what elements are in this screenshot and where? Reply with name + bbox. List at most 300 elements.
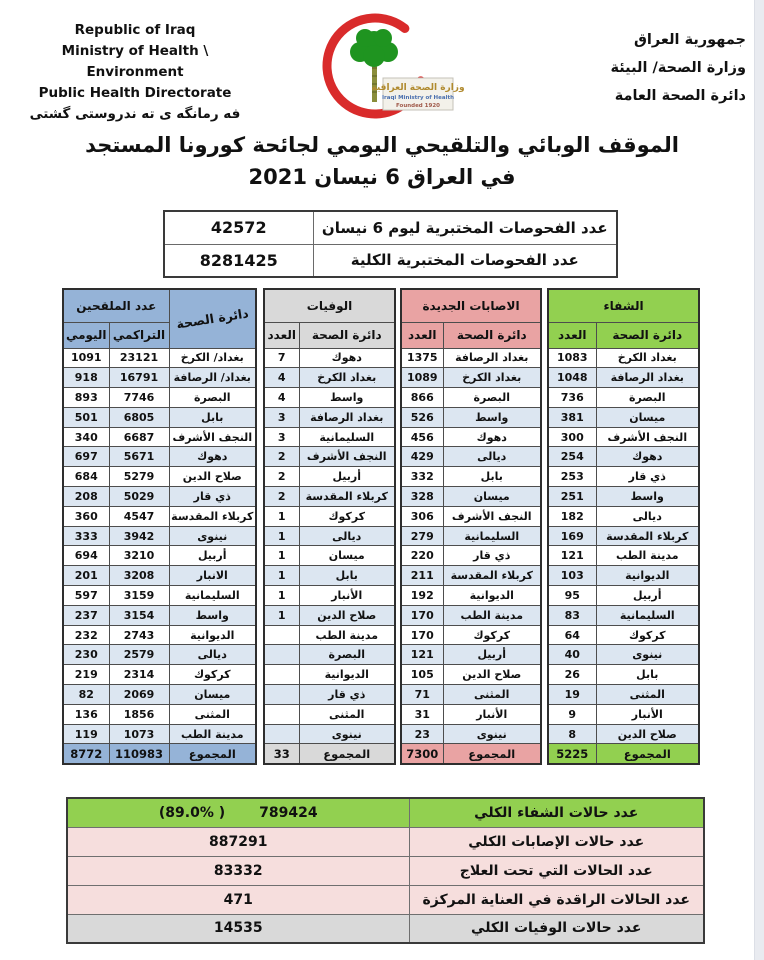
directorate-column-header-text: دائرة الصحة <box>175 305 250 332</box>
table-row <box>548 487 699 507</box>
table-row <box>63 685 256 705</box>
table-row <box>264 665 395 685</box>
value-cell: 1 <box>264 586 299 606</box>
province-name-cell: أربيل <box>596 586 699 606</box>
value-cell: 4 <box>264 388 299 408</box>
province-name-cell: دهوك <box>596 447 699 467</box>
province-name-cell: مدينة الطب <box>299 625 395 645</box>
value-cell: 170 <box>401 605 443 625</box>
total-label-cell: المجموع <box>596 744 699 764</box>
value-cell: 83 <box>548 605 596 625</box>
value-cell: 333 <box>63 526 109 546</box>
logo-plate-line-founded: Founded 1920 <box>396 103 440 109</box>
province-name-cell: السليمانية <box>596 605 699 625</box>
province-name-cell: بغداد/ الرصافة <box>169 368 256 388</box>
table-row <box>401 348 541 368</box>
value-cell: 1091 <box>63 348 109 368</box>
table-row <box>548 427 699 447</box>
value-cell: 208 <box>63 487 109 507</box>
province-name-cell: ميسان <box>596 407 699 427</box>
province-name-cell: الديوانية <box>169 625 256 645</box>
province-name-cell: الديوانية <box>299 665 395 685</box>
summary-value <box>67 798 409 827</box>
value-cell: 8 <box>548 724 596 744</box>
table-row <box>63 724 256 744</box>
table-row <box>264 724 395 744</box>
infections-table <box>400 288 542 765</box>
table-row <box>63 427 256 447</box>
province-name-cell: كركوك <box>169 665 256 685</box>
total-label-cell: المجموع <box>299 744 395 764</box>
value-cell: 1 <box>264 526 299 546</box>
value-cell: 64 <box>548 625 596 645</box>
province-name-cell: الأنبار <box>299 586 395 606</box>
table-row <box>264 605 395 625</box>
header-arabic-line: دائرة الصحة العامة <box>614 88 746 104</box>
value-cell: 1083 <box>548 348 596 368</box>
province-name-cell: أربيل <box>299 467 395 487</box>
vaccinated-table <box>62 288 257 765</box>
header-arabic-line: وزارة الصحة/ البيئة <box>610 60 746 76</box>
table-row <box>548 645 699 665</box>
table-row <box>548 526 699 546</box>
table-row <box>264 427 395 447</box>
province-name-cell: الأنبار <box>443 704 541 724</box>
total-label-cell: المجموع <box>443 744 541 764</box>
header-arabic-line: جمهورية العراق <box>633 32 746 48</box>
table-row <box>63 368 256 388</box>
province-name-cell: كربلاء المقدسة <box>299 487 395 507</box>
value-cell: 7746 <box>109 388 169 408</box>
province-name-cell: كربلاء المقدسة <box>443 566 541 586</box>
table-row <box>401 704 541 724</box>
table-row <box>63 645 256 665</box>
value-cell: 1 <box>264 605 299 625</box>
tests-value: 42572 <box>164 211 313 244</box>
province-name-cell: المثنى <box>169 704 256 724</box>
value-cell <box>264 724 299 744</box>
infections-table-wrap <box>400 288 542 765</box>
value-cell: 121 <box>401 645 443 665</box>
province-name-cell: واسط <box>443 407 541 427</box>
table-title: الشفاء <box>548 289 699 322</box>
table-row <box>401 724 541 744</box>
value-cell: 95 <box>548 586 596 606</box>
province-name-cell: المثنى <box>596 685 699 705</box>
summary-value: 887291 <box>67 827 409 856</box>
deaths-table <box>263 288 396 765</box>
value-cell: 3159 <box>109 586 169 606</box>
directorate-column-header: دائرة الصحة <box>299 322 395 348</box>
value-cell: 3942 <box>109 526 169 546</box>
table-row <box>63 526 256 546</box>
value-cell: 19 <box>548 685 596 705</box>
table-row <box>401 625 541 645</box>
report-title-line2: في العراق 6 نيسان 2021 <box>248 165 516 189</box>
province-name-cell: أربيل <box>443 645 541 665</box>
table-row <box>63 407 256 427</box>
value-cell: 918 <box>63 368 109 388</box>
summary-label: عدد حالات الشفاء الكلي <box>409 798 704 827</box>
table-row <box>264 526 395 546</box>
value-cell: 31 <box>401 704 443 724</box>
value-cell: 40 <box>548 645 596 665</box>
value-cell: 893 <box>63 388 109 408</box>
table-row <box>401 487 541 507</box>
table-row <box>548 625 699 645</box>
table-row <box>548 467 699 487</box>
value-cell: 237 <box>63 605 109 625</box>
province-name-cell: ذي قار <box>596 467 699 487</box>
table-row <box>63 467 256 487</box>
table-row <box>548 685 699 705</box>
total-row <box>548 744 699 764</box>
value-cell: 1073 <box>109 724 169 744</box>
province-name-cell: الديوانية <box>443 586 541 606</box>
table-row <box>67 885 704 914</box>
value-cell: 2743 <box>109 625 169 645</box>
province-name-cell: ديالى <box>596 506 699 526</box>
table-row <box>63 566 256 586</box>
value-cell: 332 <box>401 467 443 487</box>
table-row <box>264 447 395 467</box>
total-value-cell: 8772 <box>63 744 109 764</box>
table-row <box>401 506 541 526</box>
value-cell: 5029 <box>109 487 169 507</box>
table-row <box>548 368 699 388</box>
table-row <box>63 605 256 625</box>
total-row <box>63 744 256 764</box>
value-cell: 279 <box>401 526 443 546</box>
province-name-cell: صلاح الدين <box>443 665 541 685</box>
province-name-cell: مدينة الطب <box>596 546 699 566</box>
value-cell: 2314 <box>109 665 169 685</box>
table-row <box>548 348 699 368</box>
table-row <box>401 447 541 467</box>
count-column-header: العدد <box>264 322 299 348</box>
province-name-cell: نينوى <box>443 724 541 744</box>
value-cell: 201 <box>63 566 109 586</box>
province-name-cell: كربلاء المقدسة <box>169 506 256 526</box>
value-cell: 4547 <box>109 506 169 526</box>
value-cell: 23121 <box>109 348 169 368</box>
value-cell: 3210 <box>109 546 169 566</box>
province-name-cell: السليمانية <box>169 586 256 606</box>
table-row <box>264 388 395 408</box>
value-cell <box>264 704 299 724</box>
value-cell: 328 <box>401 487 443 507</box>
value-cell: 597 <box>63 586 109 606</box>
table-row <box>401 645 541 665</box>
table-row <box>548 665 699 685</box>
table-row <box>67 856 704 885</box>
province-name-cell: ديالى <box>443 447 541 467</box>
value-cell: 136 <box>63 704 109 724</box>
province-name-cell: صلاح الدين <box>169 467 256 487</box>
value-cell: 501 <box>63 407 109 427</box>
vaccinated-table-wrap <box>62 288 257 765</box>
province-name-cell: ذي قار <box>169 487 256 507</box>
value-cell: 71 <box>401 685 443 705</box>
table-row <box>67 798 704 827</box>
table-row <box>264 467 395 487</box>
value-cell: 2579 <box>109 645 169 665</box>
table-row <box>264 368 395 388</box>
count-column-header: العدد <box>401 322 443 348</box>
table-row <box>164 244 617 277</box>
province-name-cell: صلاح الدين <box>596 724 699 744</box>
value-cell: 230 <box>63 645 109 665</box>
province-name-cell: البصرة <box>596 388 699 408</box>
summary-label: عدد الحالات الراقدة في العناية المركزة <box>409 885 704 914</box>
table-row <box>63 447 256 467</box>
province-name-cell: الأنبار <box>596 704 699 724</box>
province-name-cell: ذي قار <box>299 685 395 705</box>
value-cell: 182 <box>548 506 596 526</box>
table-row <box>63 546 256 566</box>
value-cell: 192 <box>401 586 443 606</box>
table-row <box>164 211 617 244</box>
value-cell: 6687 <box>109 427 169 447</box>
table-row <box>401 388 541 408</box>
province-name-cell: بغداد الكرخ <box>596 348 699 368</box>
table-row <box>264 704 395 724</box>
table-row <box>264 566 395 586</box>
table-row <box>63 487 256 507</box>
header-english-line: Public Health Directorate <box>38 85 232 101</box>
deaths-table-wrap <box>263 288 396 765</box>
value-cell: 5671 <box>109 447 169 467</box>
value-cell: 2 <box>264 447 299 467</box>
province-name-cell: دهوك <box>169 447 256 467</box>
value-cell: 103 <box>548 566 596 586</box>
count-column-header: العدد <box>548 322 596 348</box>
province-name-cell: بابل <box>596 665 699 685</box>
table-row <box>548 546 699 566</box>
value-cell: 736 <box>548 388 596 408</box>
table-row <box>264 586 395 606</box>
table-row <box>401 685 541 705</box>
table-row <box>401 605 541 625</box>
value-cell: 3 <box>264 427 299 447</box>
recovery-table <box>547 288 700 765</box>
province-name-cell: نينوى <box>169 526 256 546</box>
province-name-cell: ميسان <box>299 546 395 566</box>
report-title-line1: الموقف الوبائي والتلقيحي اليومي لجائحة كورونا المستجد <box>85 133 679 157</box>
table-row <box>63 388 256 408</box>
value-cell: 105 <box>401 665 443 685</box>
table-row <box>548 388 699 408</box>
header-english <box>16 20 254 125</box>
table-row <box>63 586 256 606</box>
value-cell: 251 <box>548 487 596 507</box>
province-name-cell: ديالى <box>169 645 256 665</box>
value-cell: 1 <box>264 546 299 566</box>
table-row <box>67 914 704 943</box>
value-cell: 1048 <box>548 368 596 388</box>
province-name-cell: الانبار <box>169 566 256 586</box>
table-row <box>264 487 395 507</box>
total-row <box>264 744 395 764</box>
value-cell: 1 <box>264 566 299 586</box>
summary-label: عدد حالات الوفيات الكلي <box>409 914 704 943</box>
total-row <box>401 744 541 764</box>
ministry-logo <box>295 8 485 130</box>
tests-label: عدد الفحوصات المختبرية الكلية <box>313 244 617 277</box>
summary-label: عدد الحالات التي تحت العلاج <box>409 856 704 885</box>
summary-number: 789424 <box>259 804 318 821</box>
province-name-cell: المثنى <box>443 685 541 705</box>
header-kurdish-line: فه رمانگه ى ته ندروستى گشتى <box>29 106 241 122</box>
tests-table <box>163 210 618 278</box>
sub-column-header: التراكمي <box>109 322 169 348</box>
province-name-cell: بغداد الرصافة <box>596 368 699 388</box>
summary-value-group <box>68 805 409 821</box>
report-title <box>0 129 764 193</box>
summary-percent: (89.0% ) <box>158 804 226 821</box>
province-name-cell: السليمانية <box>443 526 541 546</box>
value-cell: 866 <box>401 388 443 408</box>
value-cell <box>264 665 299 685</box>
table-title: الاصابات الجديدة <box>401 289 541 322</box>
province-name-cell: بغداد/ الكرخ <box>169 348 256 368</box>
province-name-cell: ذي قار <box>443 546 541 566</box>
table-row <box>548 447 699 467</box>
province-name-cell: الديوانية <box>596 566 699 586</box>
value-cell: 306 <box>401 506 443 526</box>
table-row <box>63 506 256 526</box>
table-title: عدد الملقحين <box>63 289 169 322</box>
province-name-cell: مدينة الطب <box>443 605 541 625</box>
directorate-column-header: دائرة الصحة <box>443 322 541 348</box>
province-name-cell: بغداد الكرخ <box>443 368 541 388</box>
summary-table <box>66 797 705 944</box>
province-name-cell: المثنى <box>299 704 395 724</box>
logo-plate-line-en: Iraqi Ministry of Health <box>381 95 455 101</box>
value-cell: 3 <box>264 407 299 427</box>
table-row <box>264 685 395 705</box>
province-name-cell: كركوك <box>596 625 699 645</box>
province-name-cell: واسط <box>596 487 699 507</box>
value-cell: 2 <box>264 487 299 507</box>
table-row <box>63 625 256 645</box>
value-cell: 119 <box>63 724 109 744</box>
value-cell: 1089 <box>401 368 443 388</box>
province-name-cell: ميسان <box>169 685 256 705</box>
header-english-line: Ministry of Health \ Environment <box>61 43 209 80</box>
province-name-cell: صلاح الدين <box>299 605 395 625</box>
summary-value: 83332 <box>67 856 409 885</box>
value-cell: 300 <box>548 427 596 447</box>
province-name-cell: بابل <box>443 467 541 487</box>
value-cell: 381 <box>548 407 596 427</box>
table-row <box>401 546 541 566</box>
value-cell: 23 <box>401 724 443 744</box>
value-cell: 232 <box>63 625 109 645</box>
directorate-column-header: دائرة الصحة <box>596 322 699 348</box>
value-cell: 429 <box>401 447 443 467</box>
value-cell <box>264 685 299 705</box>
table-row <box>63 348 256 368</box>
table-title: الوفيات <box>264 289 395 322</box>
value-cell: 169 <box>548 526 596 546</box>
table-row <box>63 704 256 724</box>
value-cell: 1375 <box>401 348 443 368</box>
province-name-cell: أربيل <box>169 546 256 566</box>
province-name-cell: بغداد الرصافة <box>443 348 541 368</box>
table-row <box>401 526 541 546</box>
table-row <box>548 407 699 427</box>
value-cell: 684 <box>63 467 109 487</box>
province-name-cell: بابل <box>169 407 256 427</box>
value-cell: 7 <box>264 348 299 368</box>
value-cell: 3208 <box>109 566 169 586</box>
value-cell: 456 <box>401 427 443 447</box>
table-row <box>264 348 395 368</box>
summary-value: 14535 <box>67 914 409 943</box>
total-label-cell: المجموع <box>169 744 256 764</box>
value-cell: 26 <box>548 665 596 685</box>
table-row <box>548 724 699 744</box>
province-name-cell: بغداد الرصافة <box>299 407 395 427</box>
total-value-cell: 5225 <box>548 744 596 764</box>
province-name-cell: مدينة الطب <box>169 724 256 744</box>
table-row <box>264 625 395 645</box>
table-row <box>548 506 699 526</box>
total-value-cell: 110983 <box>109 744 169 764</box>
table-row <box>401 407 541 427</box>
value-cell: 170 <box>401 625 443 645</box>
value-cell: 694 <box>63 546 109 566</box>
logo-plate <box>371 78 464 110</box>
recovery-table-wrap <box>547 288 700 765</box>
table-row <box>264 407 395 427</box>
value-cell: 253 <box>548 467 596 487</box>
province-name-cell: ميسان <box>443 487 541 507</box>
value-cell: 6805 <box>109 407 169 427</box>
directorate-column-header <box>169 289 256 348</box>
value-cell: 360 <box>63 506 109 526</box>
province-name-cell: بغداد الكرخ <box>299 368 395 388</box>
value-cell: 121 <box>548 546 596 566</box>
table-row <box>264 506 395 526</box>
value-cell: 5279 <box>109 467 169 487</box>
province-name-cell: البصرة <box>169 388 256 408</box>
header-english-line: Republic of Iraq <box>74 22 196 38</box>
total-value-cell: 33 <box>264 744 299 764</box>
province-name-cell: دهوك <box>443 427 541 447</box>
province-name-cell: النجف الأشرف <box>443 506 541 526</box>
table-row <box>401 586 541 606</box>
province-name-cell: واسط <box>169 605 256 625</box>
value-cell: 9 <box>548 704 596 724</box>
province-name-cell: بابل <box>299 566 395 586</box>
tests-value: 8281425 <box>164 244 313 277</box>
province-name-cell: كركوك <box>443 625 541 645</box>
value-cell: 211 <box>401 566 443 586</box>
value-cell: 220 <box>401 546 443 566</box>
tests-label: عدد الفحوصات المختبرية ليوم 6 نيسان <box>313 211 617 244</box>
province-name-cell: ديالى <box>299 526 395 546</box>
province-name-cell: دهوك <box>299 348 395 368</box>
province-name-cell: البصرة <box>299 645 395 665</box>
sub-column-header: اليومي <box>63 322 109 348</box>
value-cell: 254 <box>548 447 596 467</box>
table-row <box>548 586 699 606</box>
table-row <box>548 605 699 625</box>
table-row <box>401 427 541 447</box>
ministry-logo-icon <box>295 8 485 130</box>
